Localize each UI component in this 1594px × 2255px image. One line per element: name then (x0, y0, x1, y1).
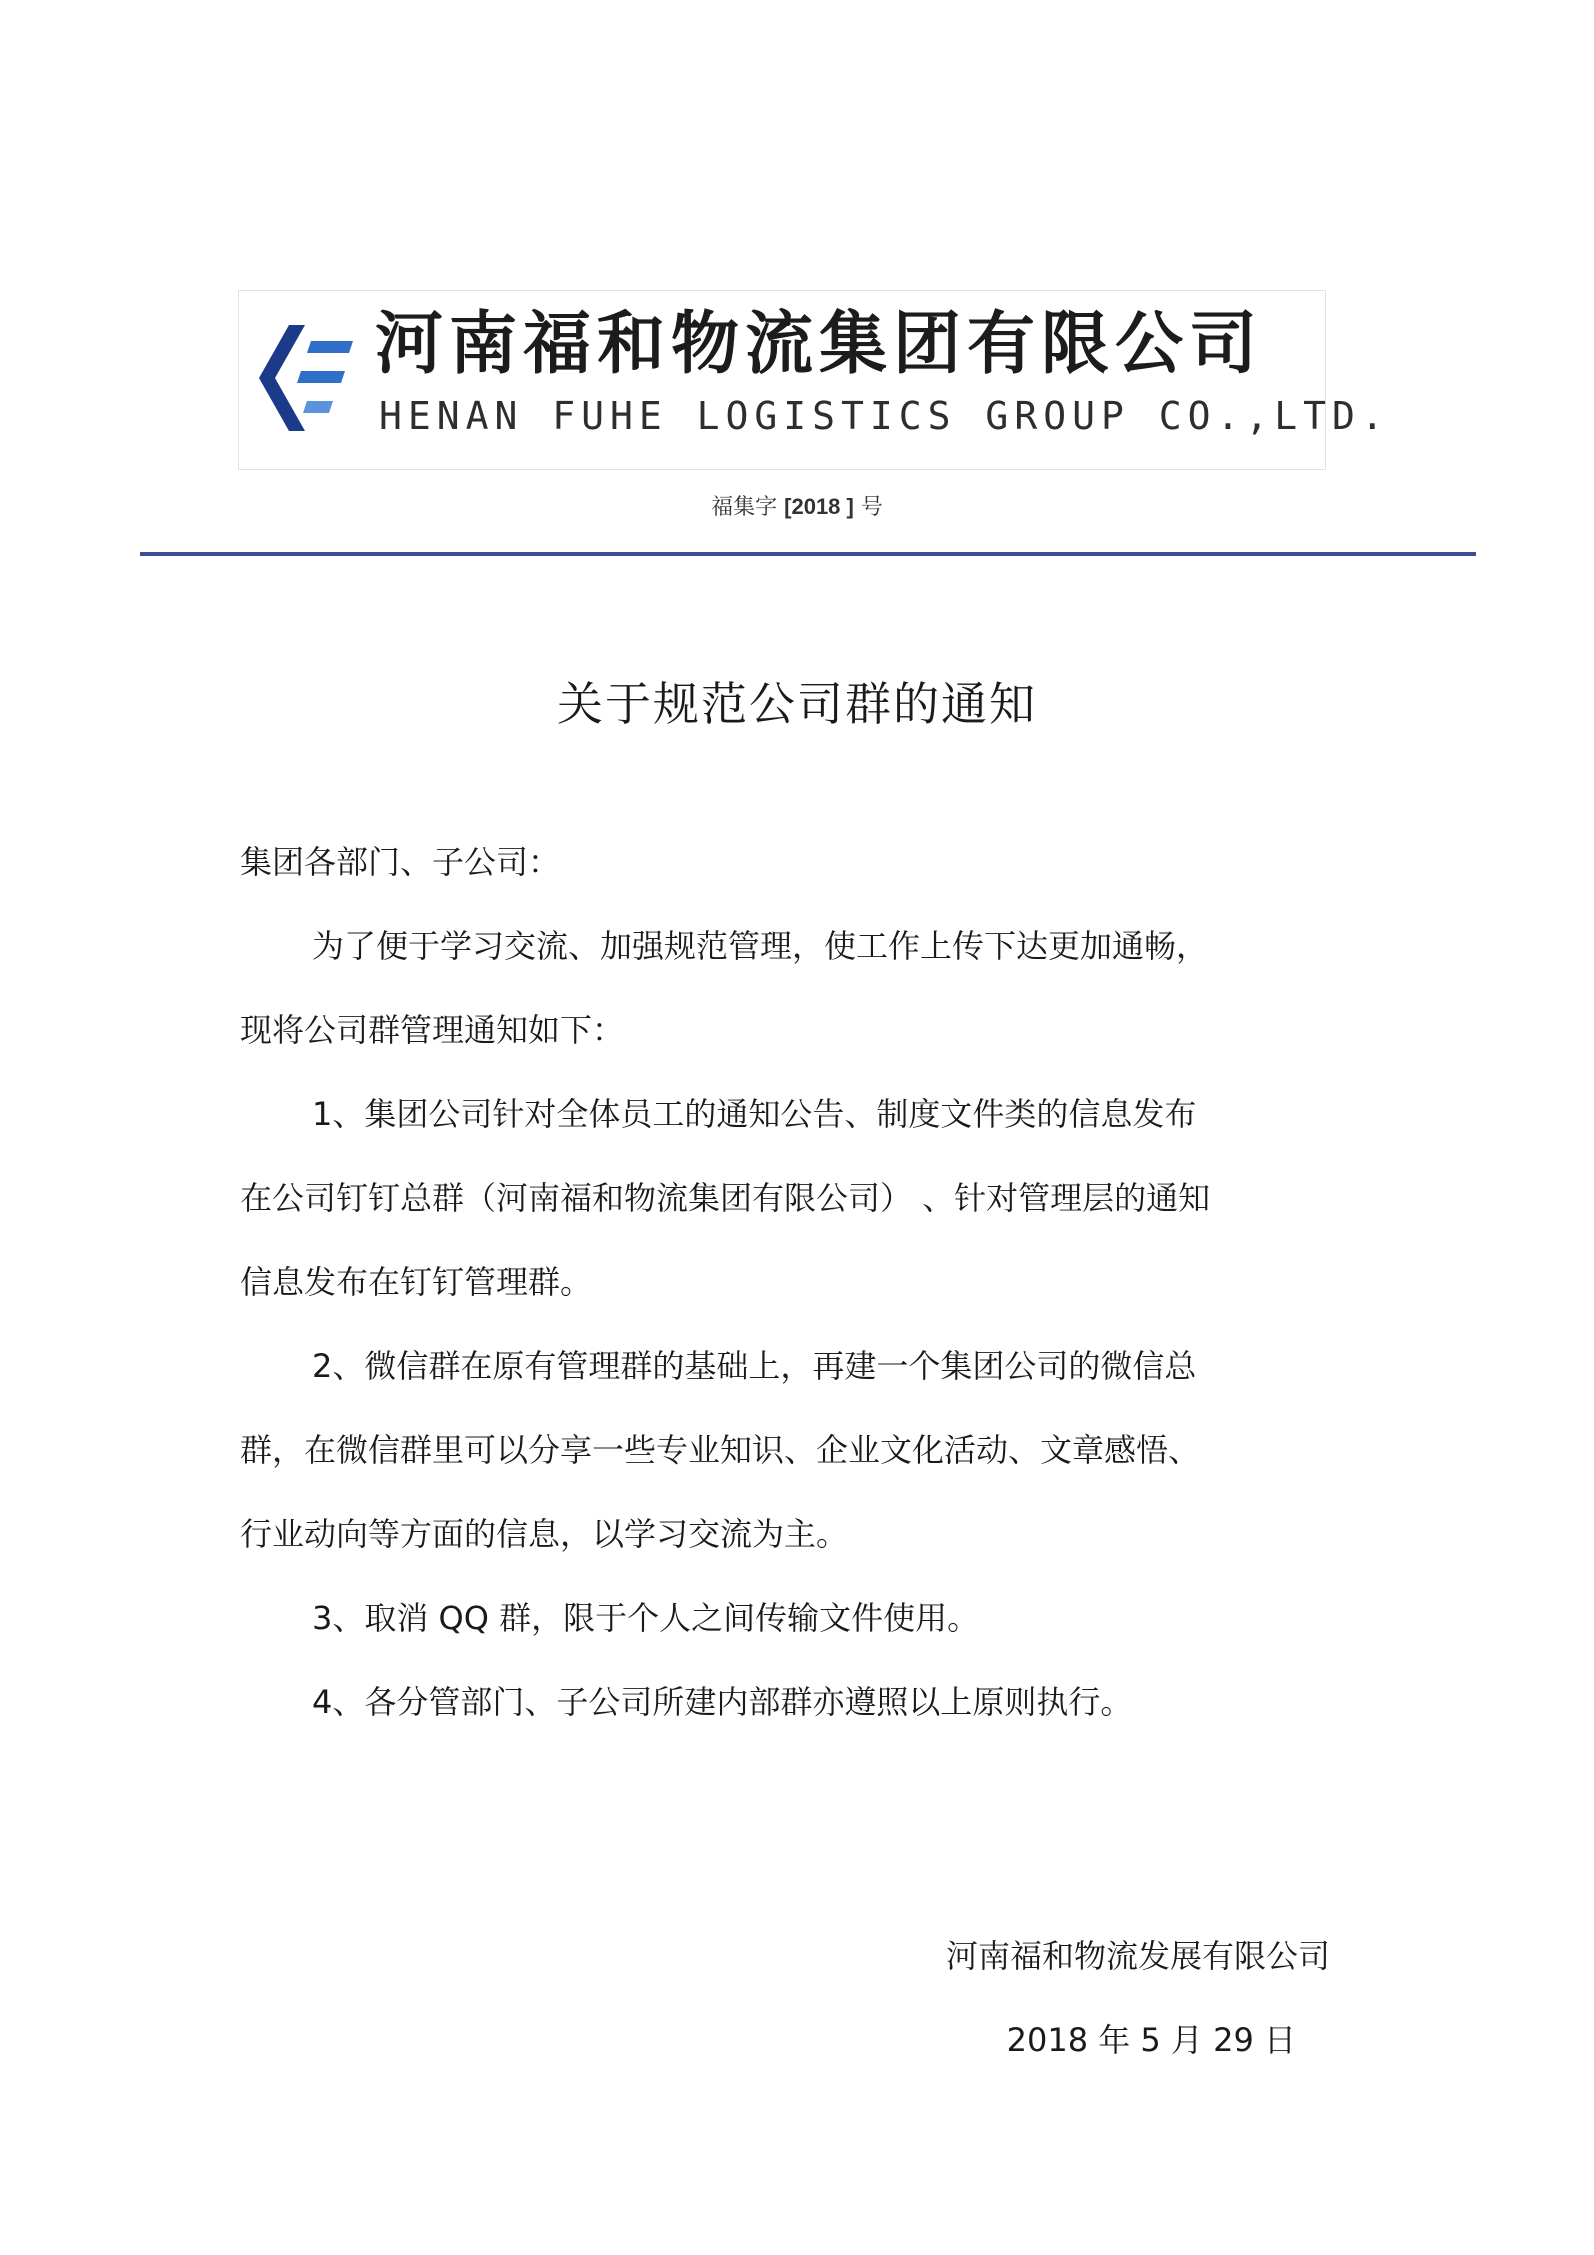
item1-line-3: 信息发布在钉钉管理群。 (240, 1263, 593, 1301)
intro-line-1: 为了便于学习交流、加强规范管理，使工作上传下达更加通畅， (312, 927, 1209, 965)
item4: 4、各分管部门、子公司所建内部群亦遵照以上原则执行。 (312, 1683, 1133, 1721)
document-title: 关于规范公司群的通知 (557, 677, 1037, 731)
doc-number-suffix: 号 (860, 495, 883, 520)
intro-line-2: 现将公司群管理通知如下： (240, 1011, 625, 1049)
item1-line-2: 在公司钉钉总群（河南福和物流集团有限公司） 、针对管理层的通知 (240, 1179, 1211, 1217)
salutation: 集团各部门、子公司： (240, 843, 561, 881)
header-divider (140, 552, 1476, 556)
signature-company: 河南福和物流发展有限公司 (945, 1937, 1330, 1975)
company-name-cn: 河南福和物流集团有限公司 (375, 305, 1264, 384)
item2-line-3: 行业动向等方面的信息，以学习交流为主。 (240, 1515, 849, 1553)
item3: 3、取消 QQ 群，限于个人之间传输文件使用。 (312, 1599, 980, 1637)
company-name-en: HENAN FUHE LOGISTICS GROUP CO.,LTD. (379, 394, 1390, 438)
doc-number-prefix: 福集字 (711, 495, 778, 520)
doc-number-value: [2018 ] (784, 494, 854, 519)
signature-date: 2018 年 5 月 29 日 (1006, 2021, 1296, 2059)
item2-line-1: 2、微信群在原有管理群的基础上，再建一个集团公司的微信总 (312, 1347, 1197, 1385)
item1-line-1: 1、集团公司针对全体员工的通知公告、制度文件类的信息发布 (312, 1095, 1197, 1133)
letterhead (238, 290, 1390, 470)
document-number (0, 490, 1594, 521)
fuhe-logo-icon (249, 313, 359, 443)
item2-line-2: 群，在微信群里可以分享一些专业知识、企业文化活动、文章感悟、 (240, 1431, 1201, 1469)
